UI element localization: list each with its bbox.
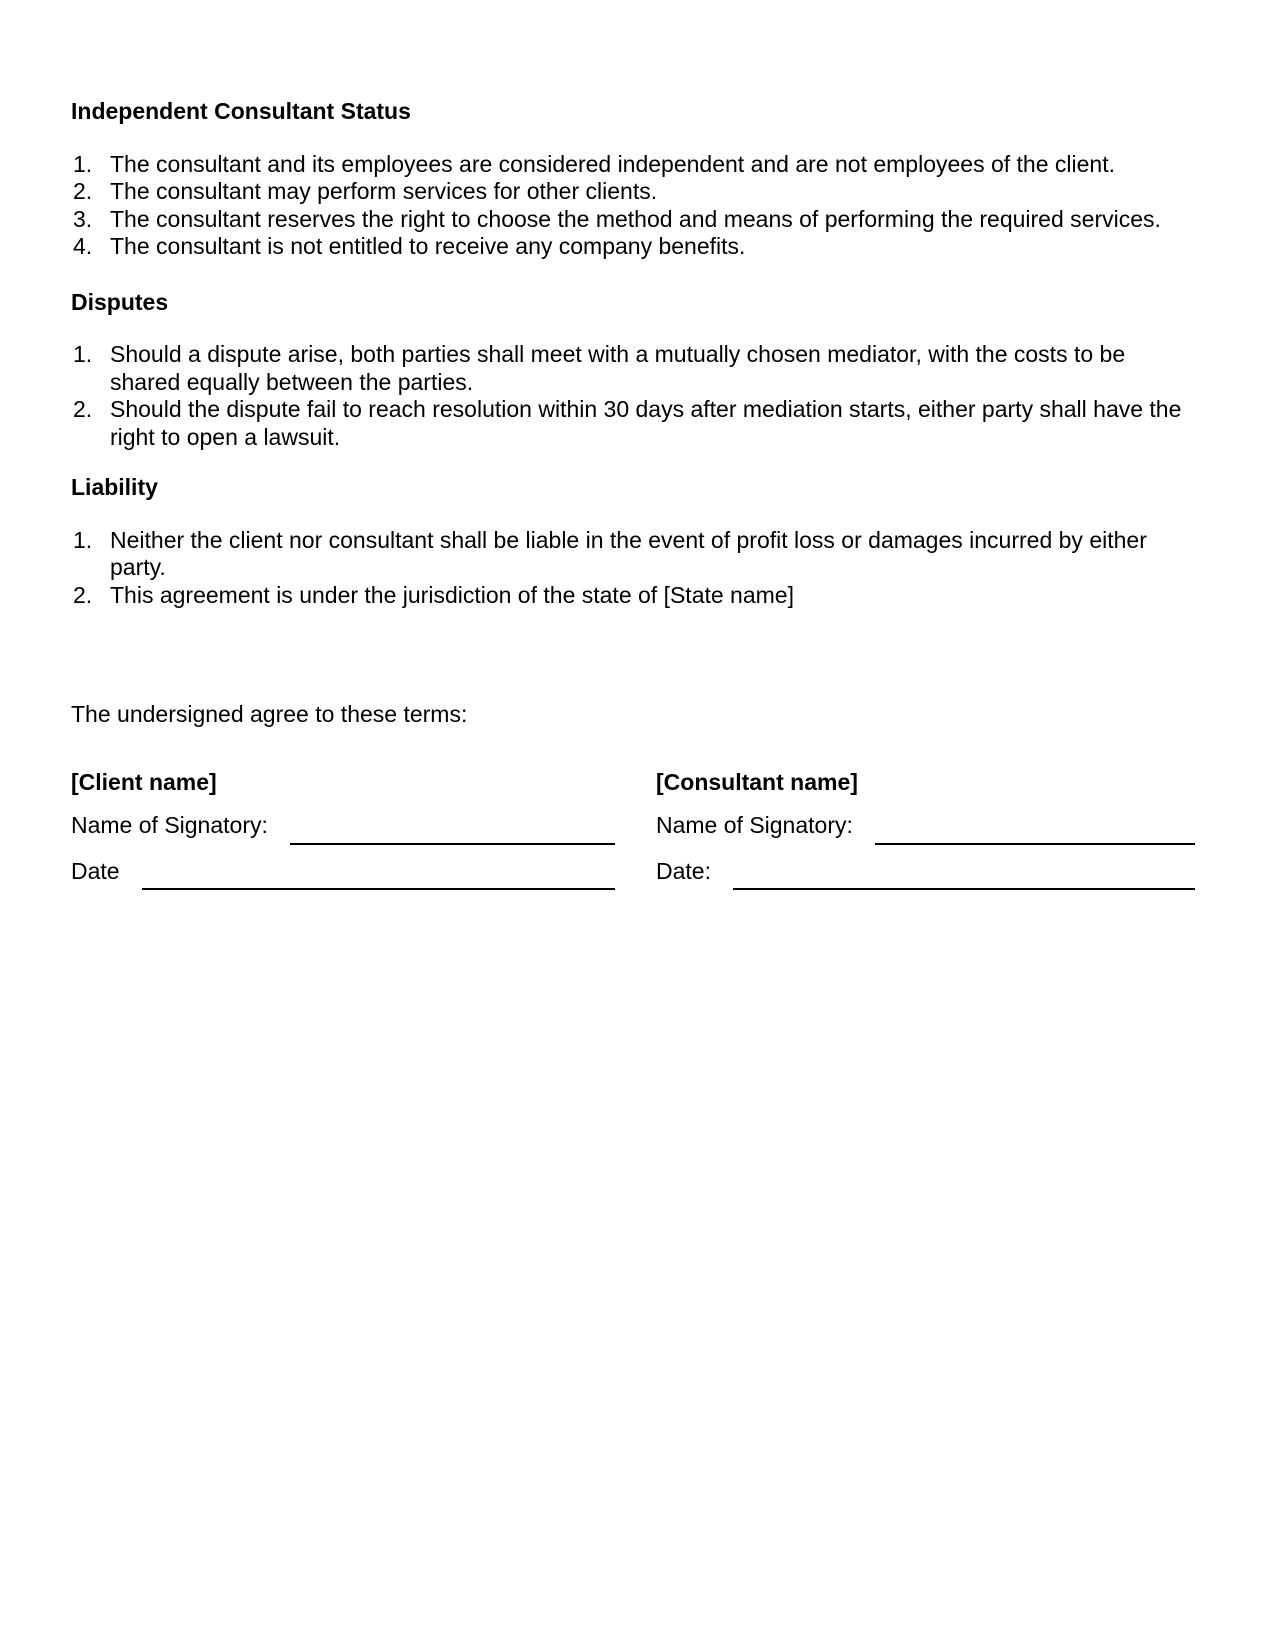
consultant-signatory-label: Name of Signatory: (656, 812, 853, 838)
clause-item: 1. Neither the client nor consultant shall be liable in the event of profit loss or damages incurred by either party. (71, 527, 1195, 582)
client-name-heading: [Client name] (71, 768, 217, 795)
heading-liability: Liability (71, 474, 158, 500)
clause-list-disputes (71, 341, 1195, 451)
heading-disputes: Disputes (71, 288, 169, 315)
consultant-date-signature-line[interactable] (733, 863, 1195, 891)
clause-list-independent-consultant-status (71, 151, 1195, 261)
section-independent-consultant-status (71, 98, 1195, 261)
clause-item: 4. The consultant is not entitled to receive any company benefits. (71, 233, 1195, 261)
consultant-signatory-signature-line[interactable] (875, 817, 1195, 845)
closing-statement: The undersigned agree to these terms: (71, 701, 468, 727)
consultant-signatory-row (656, 812, 1195, 840)
clause-item: 2. The consultant may perform services for other clients. (71, 178, 1195, 206)
section-disputes (71, 289, 1195, 452)
client-signature-column (71, 769, 615, 886)
consultant-name-heading: [Consultant name] (656, 768, 858, 795)
consultant-signature-column (656, 769, 1195, 886)
clause-item: 2. This agreement is under the jurisdiction of the state of [State name] (71, 582, 1195, 610)
client-signatory-row (71, 812, 615, 840)
clause-item: 3. The consultant reserves the right to choose the method and means of performing the required services. (71, 206, 1195, 234)
client-date-signature-line[interactable] (142, 863, 615, 891)
consultant-date-label: Date: (656, 857, 711, 884)
clause-list-liability (71, 527, 1195, 610)
signature-block (71, 769, 1195, 886)
client-signatory-signature-line[interactable] (290, 817, 615, 845)
consultant-date-row (656, 858, 1195, 886)
heading-independent-consultant-status: Independent Consultant Status (71, 98, 411, 124)
clause-item: 1. The consultant and its employees are considered independent and are not employees of the client. (71, 151, 1195, 179)
clause-item: 1. Should a dispute arise, both parties shall meet with a mutually chosen mediator, with the costs to be shared equally between the parties. (71, 341, 1195, 396)
client-date-row (71, 858, 615, 886)
section-liability (71, 474, 1195, 609)
client-date-label: Date (71, 857, 120, 884)
client-signatory-label: Name of Signatory: (71, 812, 268, 838)
clause-item: 2. Should the dispute fail to reach resolution within 30 days after mediation starts, either party shall have the right to open a lawsuit. (71, 396, 1195, 451)
